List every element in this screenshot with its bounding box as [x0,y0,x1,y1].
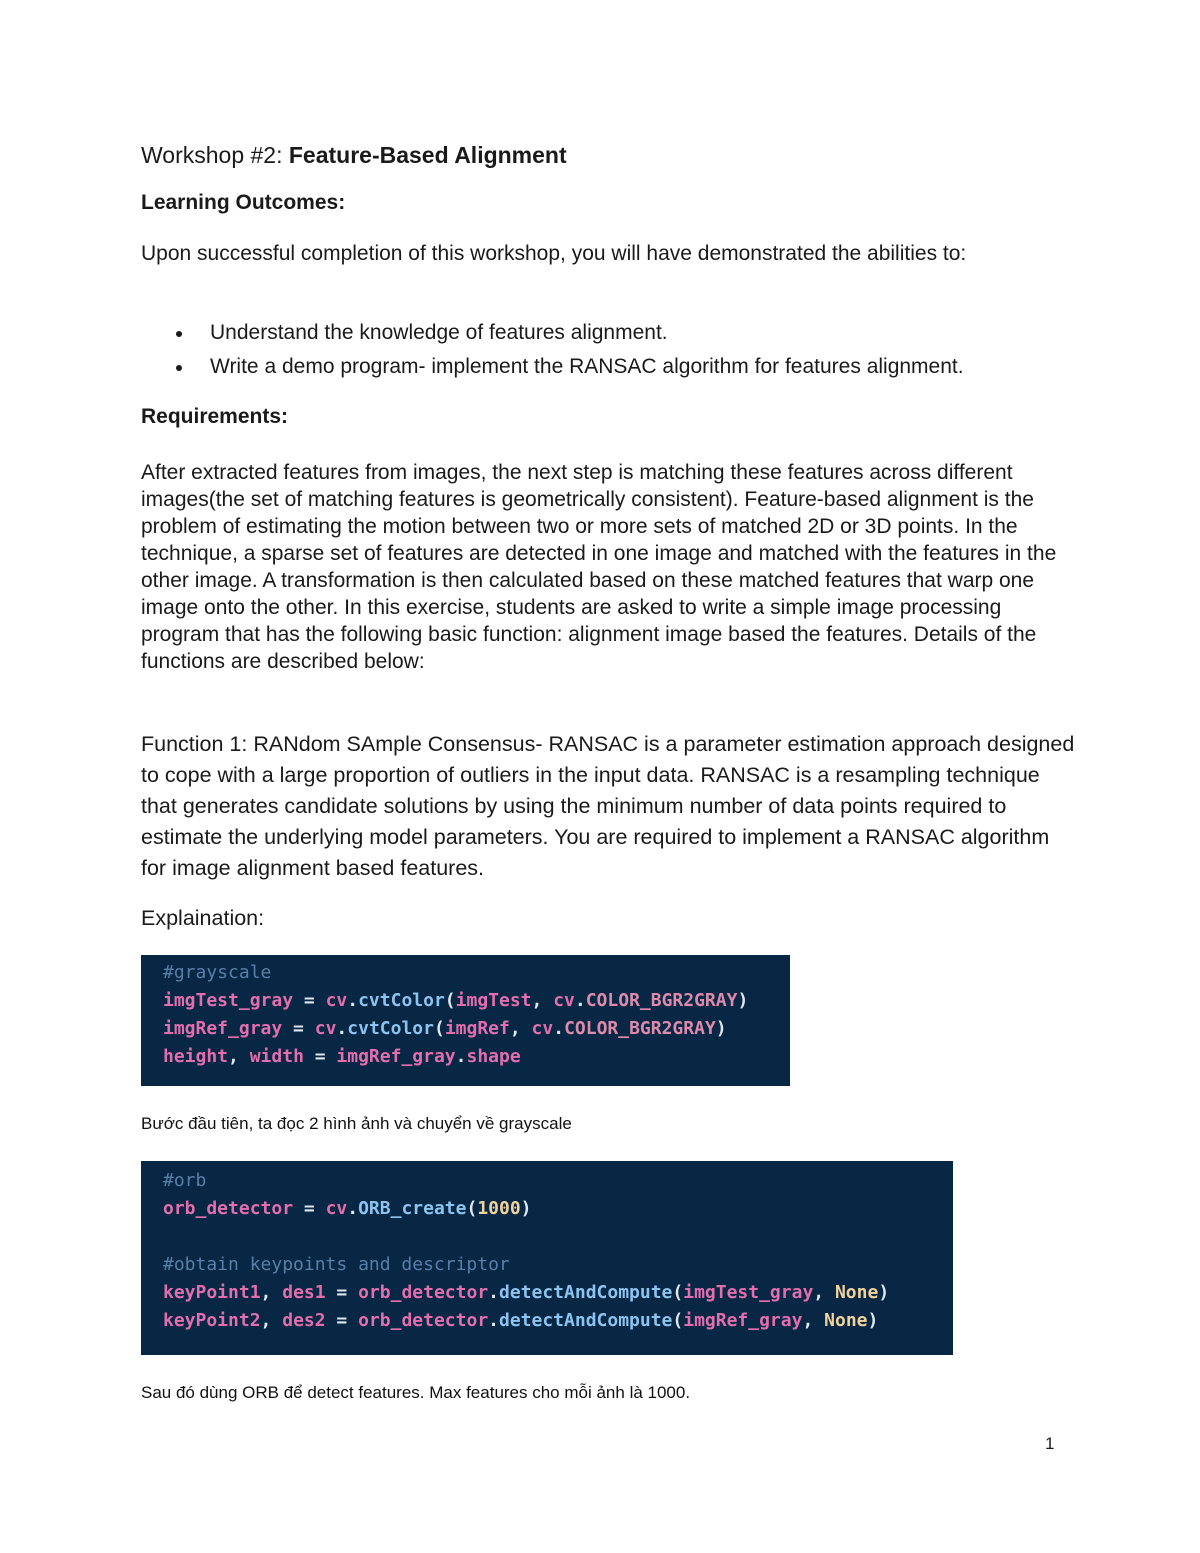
code-line [163,1195,931,1223]
code-token: ( [672,1282,684,1303]
code-token: None [834,1282,879,1303]
code-token: #grayscale [163,962,272,983]
code-line [163,1015,768,1043]
code-token: imgTest_gray [163,990,294,1011]
code-token: orb_detector [358,1282,489,1303]
code-token: cvtColor [358,990,445,1011]
code-token: = [303,1046,337,1067]
code-token: ) [878,1282,890,1303]
list-item [170,316,1100,350]
code-token: ) [737,990,749,1011]
code-line [163,1307,931,1335]
code-token: shape [466,1046,521,1067]
code-token: detectAndCompute [499,1282,673,1303]
code-token: 1000 [477,1198,521,1219]
code-token: cv [325,1198,348,1219]
code-token: ( [466,1198,478,1219]
code-token: . [347,1198,359,1219]
code-token: keyPoint1 [163,1282,261,1303]
code-token: = [325,1310,359,1331]
code-token: . [488,1310,499,1331]
code-token: . [336,1018,348,1039]
function-1-description: Function 1: RANdom SAmple Consensus- RANSAC is a parameter estimation approach designed to cope with a large proportion of outliers in the input data. RANSAC is a resampling technique that generates candidate solutions by using the minimum number of data points required to estimate the underlying model parameters. You are required to implement a RANSAC algorithm for image alignment based features. [141,732,1075,880]
code-line [163,959,768,987]
code-token: ) [520,1198,532,1219]
list-item-text: Understand the knowledge of features alignment. [210,321,668,344]
code-line [163,1223,931,1251]
code-token: des1 [282,1282,326,1303]
code-line [163,1167,931,1195]
code-line [163,1043,768,1071]
code-token: imgRef_gray [163,1018,283,1039]
code-token: des2 [282,1310,326,1331]
requirements-body: After extracted features from images, the next step is matching these features across different images(the set of matching features is geometrically consistent). Feature-based alignment is the problem of estimating the motion between two or more sets of matched 2D or 3D points. In the technique, a sparse set of features are detected in one image and matched with the features in the other image. A transformation is then calculated based on these matched features that warp one image onto the other. In this exercise, students are asked to write a simple image processing program that has the following basic function: alignment image based the features. Details of the functions are described below: [141,461,1057,673]
code-token: ) [715,1018,727,1039]
bullet-icon [176,365,182,371]
code-token: ( [672,1310,684,1331]
learning-outcomes-heading: Learning Outcomes: [141,191,346,214]
code-token: imgRef_gray [336,1046,456,1067]
explanation-label: Explaination: [141,906,265,930]
code-token: = [325,1282,359,1303]
requirements-heading: Requirements: [141,405,289,428]
code-token: #orb [163,1170,207,1191]
code-token: , [228,1046,250,1067]
code-token: height [163,1046,229,1067]
code-line [163,1279,931,1307]
code-token: , [802,1310,825,1331]
code-token: ORB_create [358,1198,467,1219]
code-token: #obtain keypoints and descriptor [163,1254,510,1275]
code-token: cv [314,1018,337,1039]
code-token: = [293,990,326,1011]
title-bold: Feature-Based Alignment [288,142,567,168]
bullet-icon [176,331,182,337]
code-line [163,987,768,1015]
code-token: detectAndCompute [499,1310,673,1331]
code-token: COLOR_BGR2GRAY [564,1018,716,1039]
code-token: keyPoint2 [163,1310,261,1331]
title-prefix: Workshop #2: [141,142,289,168]
code-token: , [813,1282,835,1303]
code-line [163,1251,931,1279]
code-token: = [282,1018,315,1039]
learning-outcomes-intro: Upon successful completion of this workshop, you will have demonstrated the abilities to: [141,242,967,265]
code-token: , [509,1018,532,1039]
code-token: cv [553,990,575,1011]
code-token: cvtColor [347,1018,434,1039]
code-token: ( [444,990,456,1011]
code-token: orb_detector [163,1198,294,1219]
list-item-text: Write a demo program- implement the RANSAC algorithm for features alignment. [210,355,964,378]
code-token: imgRef_gray [683,1310,803,1331]
code-token: , [531,990,554,1011]
code-token: width [249,1046,304,1067]
code-token: , [260,1310,283,1331]
list-item [170,350,1100,384]
caption-orb: Sau đó dùng ORB để detect features. Max features cho mỗi ảnh là 1000. [141,1383,691,1402]
page-title [141,142,567,169]
code-token: . [574,990,586,1011]
code-token: . [488,1282,499,1303]
code-block-grayscale [141,955,790,1086]
code-token: = [293,1198,326,1219]
code-token: ( [433,1018,445,1039]
caption-grayscale: Bước đầu tiên, ta đọc 2 hình ảnh và chuyển về grayscale [141,1114,572,1133]
code-token: . [455,1046,467,1067]
code-token: ) [867,1310,879,1331]
code-token: . [553,1018,565,1039]
code-token: orb_detector [358,1310,489,1331]
code-token: imgTest_gray [683,1282,814,1303]
code-token: . [347,990,359,1011]
code-token: imgTest [455,990,532,1011]
code-token: cv [325,990,348,1011]
code-token: imgRef [444,1018,510,1039]
learning-outcomes-list [170,316,1100,384]
page-number: 1 [1045,1434,1055,1453]
code-token: None [824,1310,868,1331]
code-token: cv [531,1018,554,1039]
code-block-orb [141,1161,953,1355]
code-token: , [260,1282,283,1303]
code-token: COLOR_BGR2GRAY [585,990,738,1011]
